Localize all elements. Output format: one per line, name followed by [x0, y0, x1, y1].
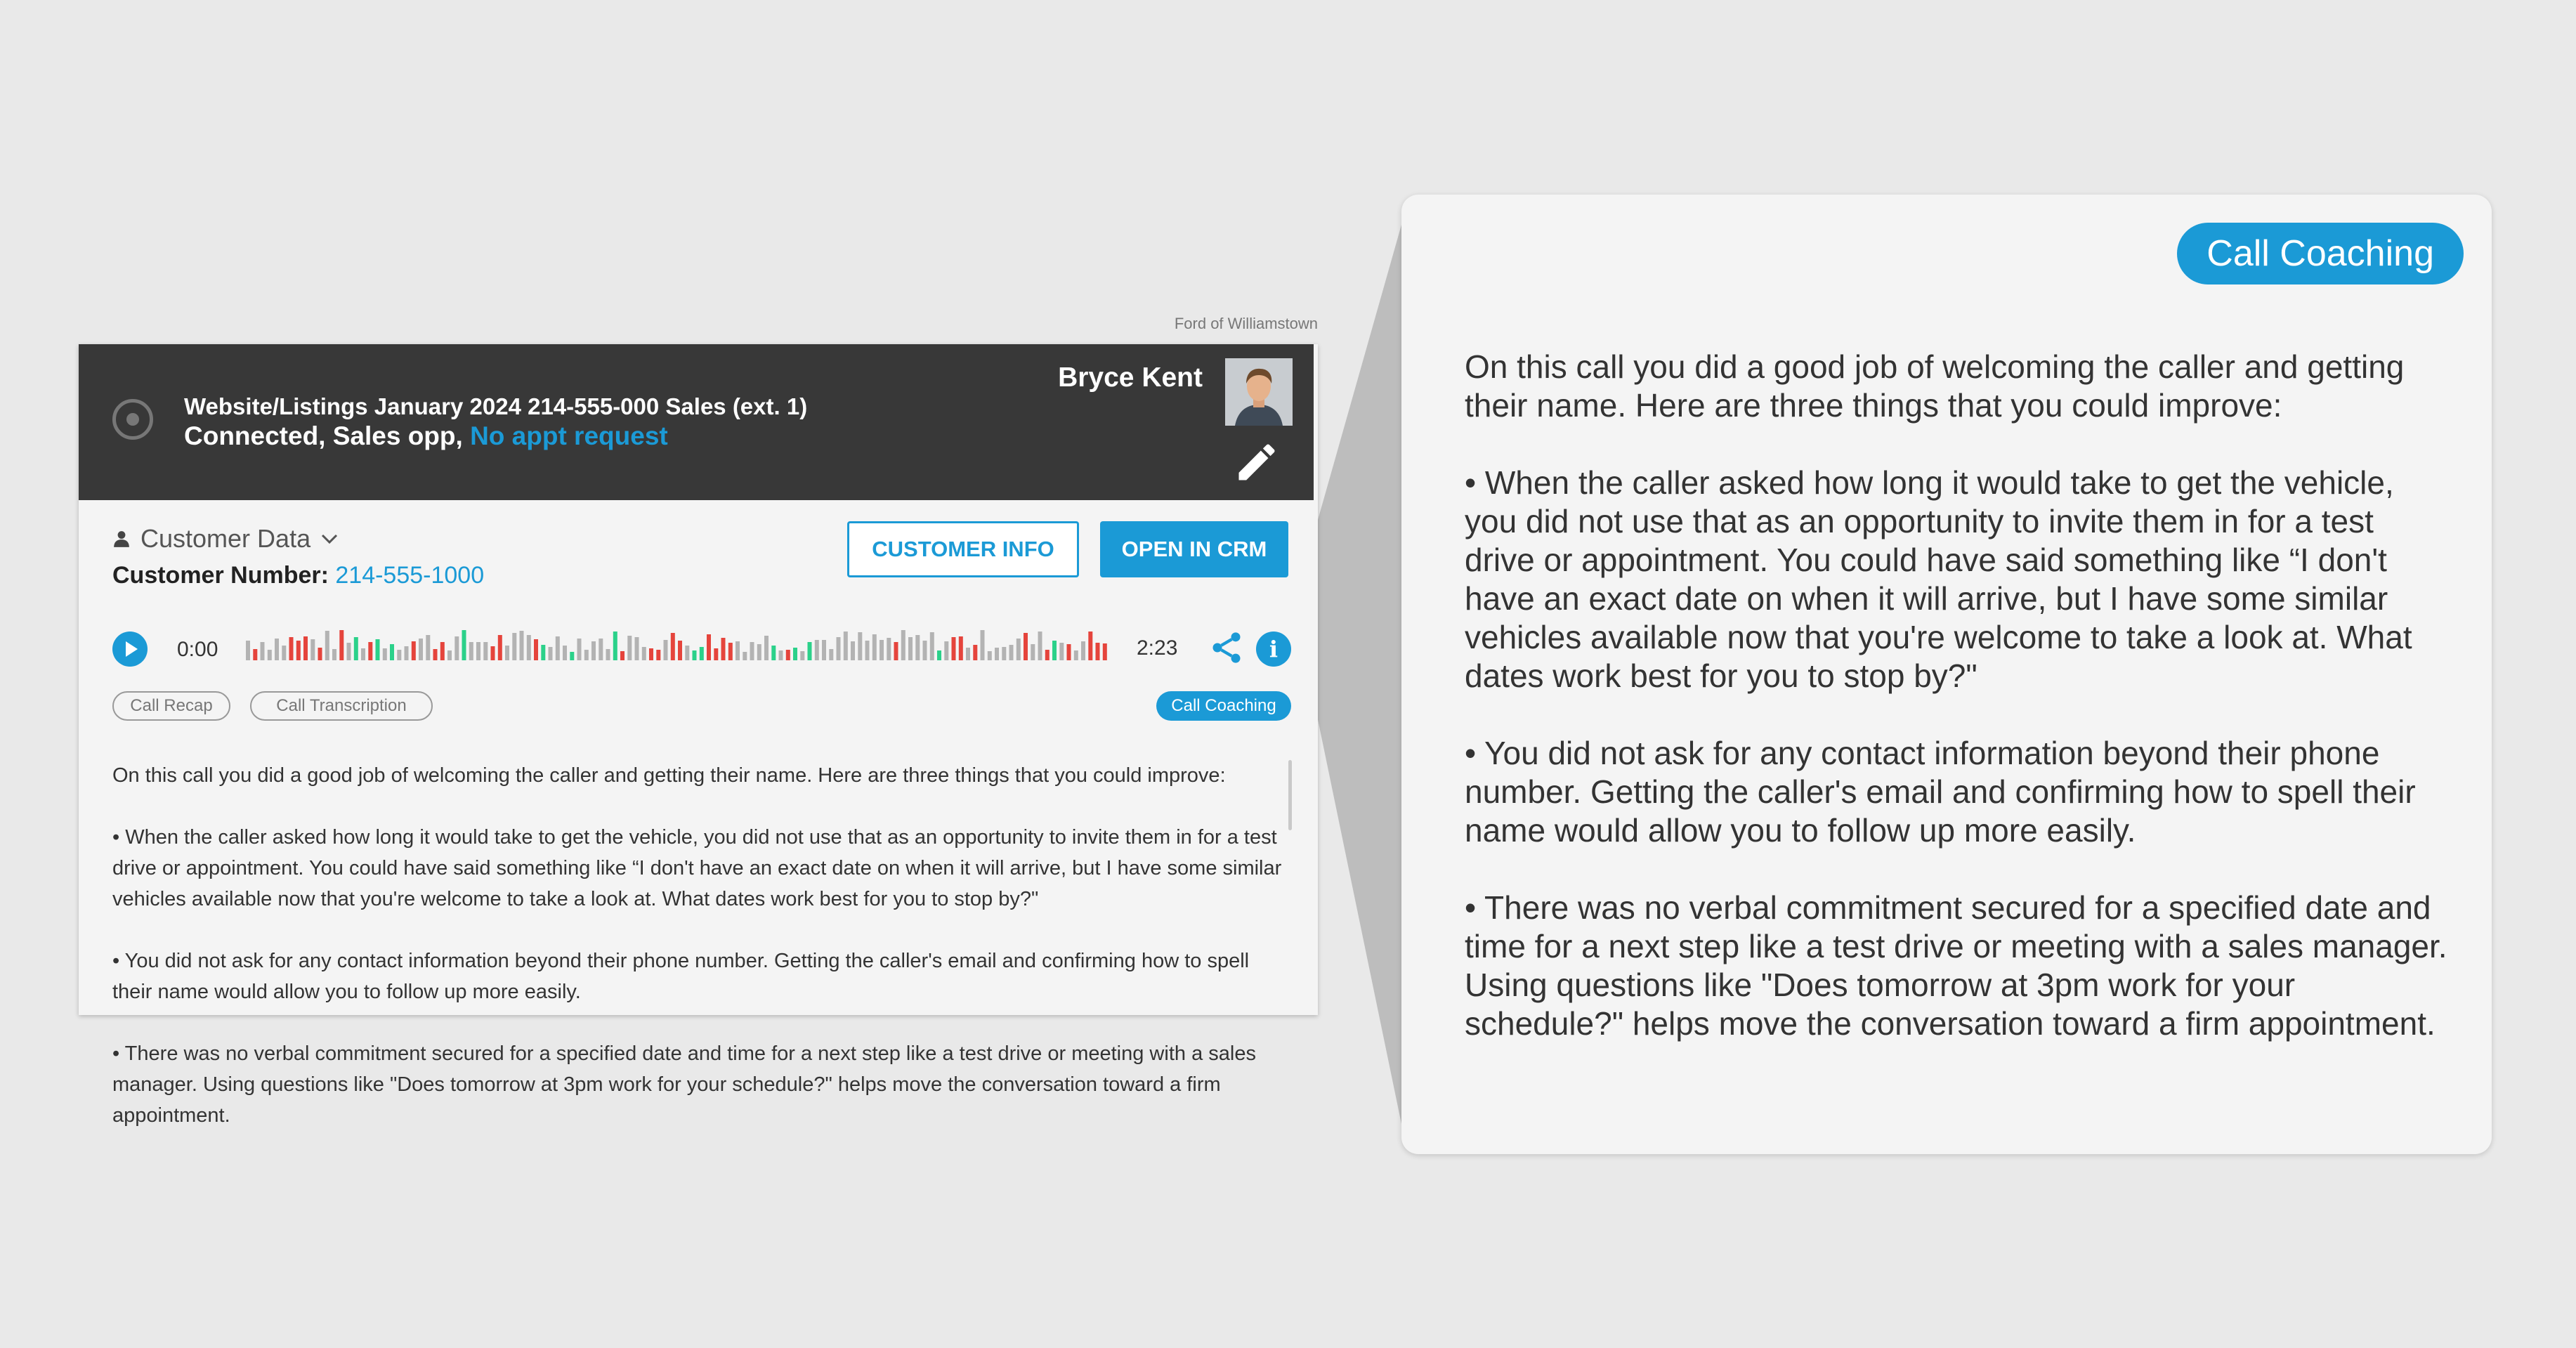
waveform-bar [1074, 650, 1078, 660]
waveform-bar [721, 638, 726, 660]
waveform-bar [383, 648, 387, 660]
waveform-bar [447, 650, 452, 660]
call-status-text: Connected, Sales opp, [184, 421, 471, 450]
customer-number-link[interactable]: 214-555-1000 [335, 562, 485, 589]
waveform-bar [952, 637, 956, 660]
waveform-bar [613, 632, 617, 660]
tab-call-transcription[interactable]: Call Transcription [250, 691, 433, 721]
waveform-bar [412, 641, 416, 660]
waveform-bar [397, 650, 401, 660]
dealer-name: Ford of Williamstown [1174, 315, 1318, 332]
waveform-bar [693, 650, 697, 660]
waveform-bar [700, 647, 704, 660]
summary-intro: On this call you did a good job of welcoming the caller and getting their name. Here are three things that you could improve: [112, 764, 1226, 787]
info-icon[interactable]: i [1256, 632, 1291, 667]
waveform-bar [289, 637, 294, 660]
waveform-bar [318, 648, 322, 660]
time-elapsed: 0:00 [177, 638, 218, 661]
waveform-bar [735, 641, 740, 660]
waveform-bar [872, 634, 877, 660]
play-icon[interactable] [112, 632, 148, 667]
customer-data-label: Customer Data [140, 524, 311, 553]
waveform-bar [246, 641, 250, 660]
waveform-bar [483, 642, 488, 660]
waveform-bar [635, 637, 639, 660]
open-in-crm-button[interactable]: OPEN IN CRM [1100, 521, 1288, 577]
waveform-bar [649, 648, 653, 660]
waveform-bar [1067, 644, 1071, 660]
waveform-bar [1016, 639, 1021, 660]
customer-info-button[interactable]: CUSTOMER INFO [847, 521, 1079, 577]
waveform-bar [750, 642, 754, 660]
coaching-text [1465, 348, 2448, 1082]
waveform-bar [656, 650, 660, 660]
waveform-bar [764, 636, 769, 660]
waveform-bar [743, 652, 747, 660]
waveform-bar [606, 649, 610, 660]
avatar[interactable] [1225, 358, 1293, 426]
summary-point-1: • When the caller asked how long it would take to get the vehicle, you did not use that as an opportunity to invite them in for a test drive or appointment. You could have said something like “I don't have an exact date on when it will arrive, but I have some similar vehicles available now that you're welcome to take a look at. What dates work best for you to stop by?" [112, 826, 1282, 910]
waveform-bar [390, 644, 394, 660]
waveform-bar [851, 641, 855, 660]
waveform-bar [282, 646, 286, 660]
waveform-bar [498, 635, 502, 660]
waveform-bar [339, 630, 344, 660]
agent-name: Bryce Kent [1058, 362, 1203, 393]
waveform-bar [426, 635, 430, 660]
waveform-bar [527, 635, 531, 660]
call-title: Website/Listings January 2024 214-555-000 Sales (ext. 1) [184, 393, 808, 419]
waveform-bar [937, 650, 941, 660]
waveform-bar [995, 648, 999, 660]
call-coaching-badge: Call Coaching [2177, 223, 2464, 284]
waveform-bar [1009, 645, 1014, 660]
waveform-bar [1059, 643, 1064, 660]
waveform-bar [757, 644, 761, 660]
waveform-bar [858, 632, 862, 660]
coaching-summary [112, 760, 1286, 1127]
waveform-bar [844, 632, 848, 660]
customer-data-toggle[interactable] [112, 524, 339, 554]
waveform-bar [253, 649, 257, 660]
waveform-bar [1045, 650, 1050, 660]
waveform-bar [620, 651, 625, 660]
waveform-bar [310, 639, 315, 660]
waveform-bar [361, 648, 365, 660]
waveform-bar [405, 646, 409, 660]
waveform-bar [440, 642, 445, 660]
waveform-bar [261, 642, 265, 660]
waveform-bar [981, 630, 985, 660]
waveform-bar [664, 640, 668, 660]
summary-point-3: • There was no verbal commitment secured for a specified date and time for a next step like a test drive or meeting with a sales manager. Using questions like "Does tomorrow at 3pm work for your schedule?" helps move the conversation toward a firm appointment. [112, 1042, 1256, 1127]
waveform-bar [534, 639, 538, 660]
waveform-bar [599, 639, 603, 660]
waveform-bar [800, 651, 804, 660]
waveform-bar [1052, 641, 1057, 660]
waveform-bar [275, 639, 279, 660]
waveform-bar [570, 652, 574, 660]
waveform-bar [491, 646, 495, 660]
waveform-bar [563, 646, 567, 660]
waveform-bar [354, 637, 358, 660]
waveform-bar [268, 650, 272, 660]
waveform-bar [376, 639, 380, 660]
waveform-bar [469, 642, 473, 660]
coaching-zoom-panel [1401, 195, 2492, 1154]
waveform-bar [1031, 644, 1035, 660]
waveform-bar [462, 630, 466, 660]
chevron-down-icon [320, 532, 339, 545]
waveform-bar [959, 636, 963, 660]
waveform-bar [368, 642, 372, 660]
time-total: 2:23 [1137, 636, 1178, 660]
person-icon [112, 528, 131, 549]
waveform-bar [1103, 643, 1107, 660]
tab-call-recap[interactable]: Call Recap [112, 691, 230, 721]
waveform-bar [556, 636, 560, 660]
share-icon[interactable] [1208, 629, 1245, 666]
waveform-bar [714, 648, 718, 660]
waveform-bar [973, 645, 977, 660]
waveform-bar [865, 641, 870, 660]
waveform-bar [829, 649, 833, 660]
tab-call-coaching[interactable]: Call Coaching [1156, 691, 1291, 721]
waveform-bar [880, 640, 884, 660]
waveform-bar [347, 643, 351, 660]
audio-waveform[interactable] [246, 618, 1110, 665]
waveform-bar [771, 646, 776, 660]
waveform-bar [584, 650, 589, 660]
waveform-bar [433, 649, 438, 660]
waveform-bar [549, 647, 553, 660]
waveform-bar [520, 631, 524, 660]
waveform-bar [627, 636, 632, 660]
waveform-bar [325, 631, 329, 660]
waveform-bar [505, 646, 509, 660]
waveform-bar [577, 639, 582, 660]
waveform-bar [815, 640, 819, 660]
pencil-icon[interactable] [1233, 438, 1281, 486]
waveform-bar [707, 634, 711, 660]
waveform-bar [685, 646, 689, 660]
waveform-bar [1096, 643, 1100, 660]
summary-point-2: • You did not ask for any contact information beyond their phone number. Getting the caller's email and confirming how to spell their name would allow you to follow up more easily. [112, 950, 1250, 1003]
waveform-bar [988, 651, 992, 660]
waveform-bar [793, 648, 797, 660]
waveform-bar [901, 630, 905, 660]
waveform-bar [786, 650, 790, 660]
waveform-bar [887, 638, 891, 660]
waveform-bar [541, 645, 545, 660]
waveform-bar [837, 637, 841, 660]
waveform-bar [332, 649, 336, 660]
waveform-bar [1081, 641, 1085, 660]
waveform-bar [779, 650, 783, 660]
coaching-intro: On this call you did a good job of welcoming the caller and getting their name. Here are three things that you could improve: [1465, 348, 2405, 424]
waveform-bar [822, 640, 826, 660]
waveform-bar [894, 642, 898, 660]
waveform-bar [808, 642, 812, 660]
waveform-bar [944, 641, 948, 660]
waveform-bar [915, 635, 920, 660]
coaching-point-3: • There was no verbal commitment secured for a specified date and time for a next step like a test drive or meeting with a sales manager. Using questions like "Does tomorrow at 3pm work for your schedule?" helps move the conversation toward a firm appointment. [1465, 889, 2447, 1042]
waveform-bar [671, 633, 675, 660]
waveform-bar [591, 641, 596, 660]
waveform-bar [512, 633, 516, 660]
call-card [79, 344, 1318, 1127]
waveform-bar [419, 639, 423, 660]
waveform-bar [1024, 633, 1028, 660]
waveform-bar [455, 636, 459, 660]
customer-number [112, 562, 484, 589]
waveform-bar [476, 642, 480, 660]
customer-number-label: Customer Number: [112, 562, 336, 589]
waveform-bar [908, 637, 913, 660]
waveform-bar [923, 641, 927, 660]
summary-scrollbar[interactable] [1288, 760, 1292, 830]
waveform-bar [1038, 632, 1042, 660]
waveform-bar [642, 647, 646, 660]
waveform-bar [728, 643, 733, 660]
radio-dot-icon [112, 399, 153, 440]
coaching-point-2: • You did not ask for any contact information beyond their phone number. Getting the caller's email and confirming how to spell their name would allow you to follow up more easily. [1465, 735, 2416, 849]
waveform-bar [966, 648, 970, 660]
waveform-bar [296, 641, 301, 660]
waveform-bar [1088, 632, 1092, 660]
waveform-bar [303, 636, 308, 660]
waveform-bar [678, 641, 682, 660]
waveform-bar [930, 632, 934, 660]
appt-status-link[interactable]: No appt request [470, 421, 668, 450]
call-header [79, 344, 1314, 500]
waveform-bar [1002, 647, 1006, 660]
coaching-point-1: • When the caller asked how long it would take to get the vehicle, you did not use that as an opportunity to invite them in for a test drive or appointment. You could have said something like “I don't have an exact date on when it will arrive, but I have some similar vehicles available now that you're welcome to take a look at. What dates work best for you to stop by?" [1465, 464, 2412, 694]
call-status [184, 421, 668, 451]
